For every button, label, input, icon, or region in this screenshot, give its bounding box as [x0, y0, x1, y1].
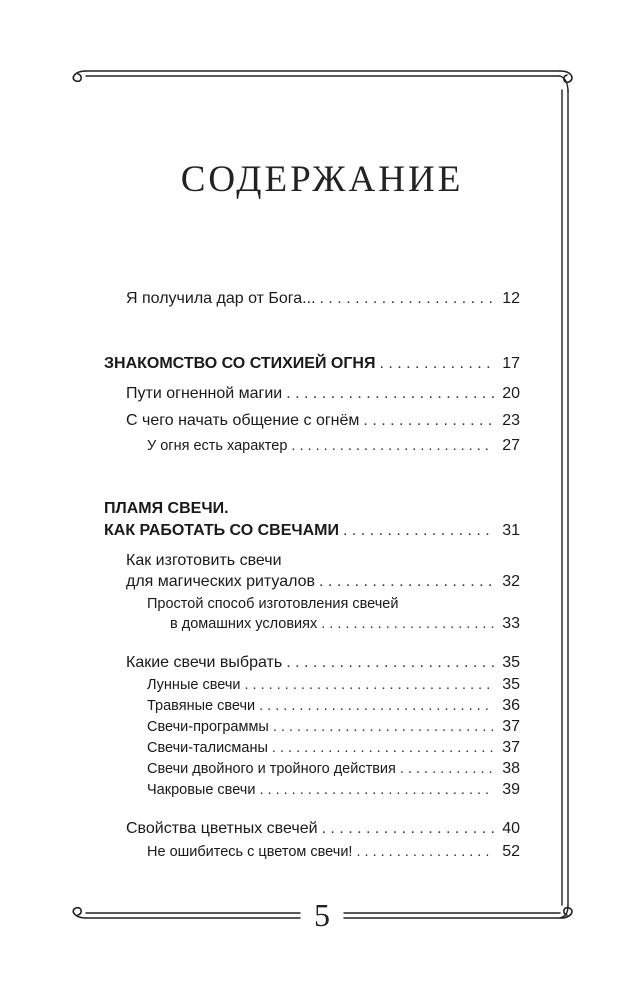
toc-entry-label: Я получила дар от Бога...	[126, 290, 316, 307]
toc-subentry-page: 38	[502, 760, 520, 777]
leader-dots	[322, 820, 494, 838]
leader-dots	[245, 677, 495, 693]
toc-entry	[126, 820, 520, 838]
toc-entry-label-line1: Как изготовить свечи	[126, 552, 282, 569]
toc-subentry	[147, 739, 520, 757]
leader-dots	[259, 698, 494, 714]
page-number: 5	[314, 897, 330, 933]
toc-subentry	[147, 760, 520, 778]
toc-entry-label: Какие свечи выбрать	[126, 654, 283, 671]
toc-entry-page: 23	[502, 412, 520, 429]
toc-subentry	[170, 615, 520, 633]
leader-dots	[321, 616, 494, 632]
leader-dots	[286, 654, 494, 672]
toc-section-label: КАК РАБОТАТЬ СО СВЕЧАМИ	[104, 522, 339, 539]
toc-entry-page: 40	[502, 820, 520, 837]
leader-dots	[400, 761, 494, 777]
leader-dots	[379, 355, 494, 373]
toc-subentry-page: 33	[502, 615, 520, 632]
toc-subentry-page: 37	[502, 739, 520, 756]
toc-subentry-page: 27	[502, 437, 520, 454]
toc-section-label: ЗНАКОМСТВО СО СТИХИЕЙ ОГНЯ	[104, 355, 376, 372]
toc-section-page: 31	[502, 522, 520, 539]
toc-entry-page: 12	[502, 290, 520, 307]
toc-subentry-page: 37	[502, 718, 520, 735]
leader-dots	[272, 740, 494, 756]
toc-subentry-page: 39	[502, 781, 520, 798]
toc-subentry	[147, 843, 520, 861]
leader-dots	[320, 290, 494, 308]
toc-entry	[126, 573, 520, 591]
toc-subentry-label: Свечи-программы	[147, 719, 269, 735]
toc-subentry-label: Лунные свечи	[147, 677, 241, 693]
toc-entry-page: 35	[502, 654, 520, 671]
leader-dots	[363, 412, 494, 430]
toc-subentry	[147, 697, 520, 715]
toc-entry-label: Свойства цветных свечей	[126, 820, 318, 837]
toc-subentry-label: Свечи-талисманы	[147, 740, 268, 756]
toc-subentry-page: 36	[502, 697, 520, 714]
toc-entry-label: С чего начать общение с огнём	[126, 412, 360, 429]
leader-dots	[356, 844, 494, 860]
leader-dots	[286, 385, 494, 403]
toc-subentry-label: в домашних условиях	[170, 616, 318, 632]
toc-entry-label: для магических ритуалов	[126, 573, 316, 590]
leader-dots	[259, 782, 494, 798]
page-title: СОДЕРЖАНИЕ	[180, 159, 464, 200]
leader-dots	[343, 522, 494, 540]
toc-entry	[126, 654, 520, 672]
toc-section-candles	[104, 522, 520, 540]
toc-subentry-label: Травяные свечи	[147, 698, 256, 714]
leader-dots	[291, 438, 494, 454]
toc-subentry	[147, 718, 520, 736]
toc-subentry-page: 52	[502, 843, 520, 860]
toc-subentry-label: У огня есть характер	[147, 438, 288, 454]
toc-subentry-label: Свечи двойного и тройного действия	[147, 761, 396, 777]
toc-entry-intro	[126, 290, 520, 308]
toc-section-label-line1: ПЛАМЯ СВЕЧИ.	[104, 500, 229, 517]
toc-entry-page: 32	[502, 573, 520, 590]
leader-dots	[319, 573, 494, 591]
toc-subentry-label: Не ошибитесь с цветом свечи!	[147, 844, 353, 860]
toc-subentry-page: 35	[502, 676, 520, 693]
toc-subentry-label: Чакровые свечи	[147, 782, 256, 798]
toc-entry	[126, 412, 520, 430]
toc-section-page: 17	[502, 355, 520, 372]
toc-subentry-label-line1: Простой способ изготовления свечей	[147, 596, 399, 612]
toc-entry	[126, 385, 520, 403]
toc-section-fire	[104, 355, 520, 373]
toc-entry-page: 20	[502, 385, 520, 402]
toc-subentry	[147, 437, 520, 455]
toc-subentry	[147, 781, 520, 799]
leader-dots	[273, 719, 494, 735]
toc-subentry	[147, 676, 520, 694]
toc-entry-label: Пути огненной магии	[126, 385, 283, 402]
